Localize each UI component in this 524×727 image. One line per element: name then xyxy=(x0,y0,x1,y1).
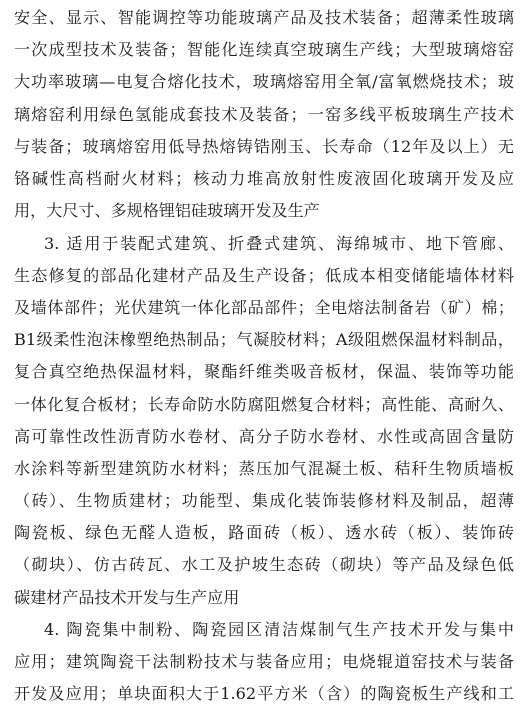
text-line: 4. 陶瓷集中制粉、陶瓷园区清洁煤制气生产技术开发与集中 xyxy=(44,620,514,639)
text-line: 安全、显示、智能调控等功能玻璃产品及技术装备；超薄柔性玻璃 xyxy=(14,8,514,27)
paragraph-item-3 xyxy=(14,228,514,614)
text-line: 水涂料等新型建筑防水材料；蒸压加气混凝土板、秸秆生物质墙板 xyxy=(14,458,514,478)
text-line: 高可靠性改性沥青防水卷材、高分子防水卷材、水性或高固含量防 xyxy=(14,426,514,446)
text-line: 一体化复合板材；长寿命防水防腐阻燃复合材料；高性能、高耐久、 xyxy=(14,394,514,414)
text-line: 复合真空绝热保温材料，聚酯纤维类吸音板材，保温、装饰等功能 xyxy=(14,362,514,382)
text-line: 应用；建筑陶瓷干法制粉技术与装备应用；电烧辊道窑技术与装备 xyxy=(14,652,514,672)
text-line: （砌块）、仿古砖瓦、水工及护坡生态砖（砌块）等产品及绿色低 xyxy=(14,555,514,575)
text-line: 一次成型技术及装备；智能化连续真空玻璃生产线；大型玻璃熔窑 xyxy=(14,40,514,60)
text-line: 碳建材产品技术开发与生产应用 xyxy=(14,587,240,607)
text-line: 用，大尺寸、多规格锂铝硅玻璃开发及生产 xyxy=(14,201,320,221)
text-line: 开发及应用；单块面积大于1.62平方米（含）的陶瓷板生产线和工 xyxy=(14,684,514,704)
text-line: 3. 适用于装配式建筑、折叠式建筑、海绵城市、地下管廊、 xyxy=(44,233,514,253)
text-line: B1级柔性泡沫橡塑绝热制品；气凝胶材料；A级阻燃保温材料制品， xyxy=(14,330,514,350)
text-line: 璃熔窑利用绿色氢能成套技术及装备；一窑多线平板玻璃生产技术 xyxy=(14,104,514,124)
text-line: 大功率玻璃—电复合熔化技术，玻璃熔窑用全氧/富氧燃烧技术；玻 xyxy=(14,72,514,92)
text-line: 与装备；玻璃熔窑用低导热熔铸锆刚玉、长寿命（12年及以上）无 xyxy=(14,136,514,156)
text-line: 及墙体部件；光伏建筑一体化部品部件；全电熔法制备岩（矿）棉； xyxy=(14,297,514,317)
text-line: 铬碱性高档耐火材料；核动力堆高放射性废液固化玻璃开发及应 xyxy=(14,168,514,188)
text-line: 陶瓷板、绿色无醛人造板，路面砖（板）、透水砖（板）、装饰砖 xyxy=(14,523,514,543)
text-line: （砖）、生物质建材；功能型、集成化装饰装修材料及制品，超薄 xyxy=(14,491,514,511)
paragraph-item-4 xyxy=(14,614,514,711)
text-line: 生态修复的部品化建材产品及生产设备；低成本相变储能墙体材料 xyxy=(14,265,514,285)
paragraph-glass-equipment xyxy=(14,2,514,227)
